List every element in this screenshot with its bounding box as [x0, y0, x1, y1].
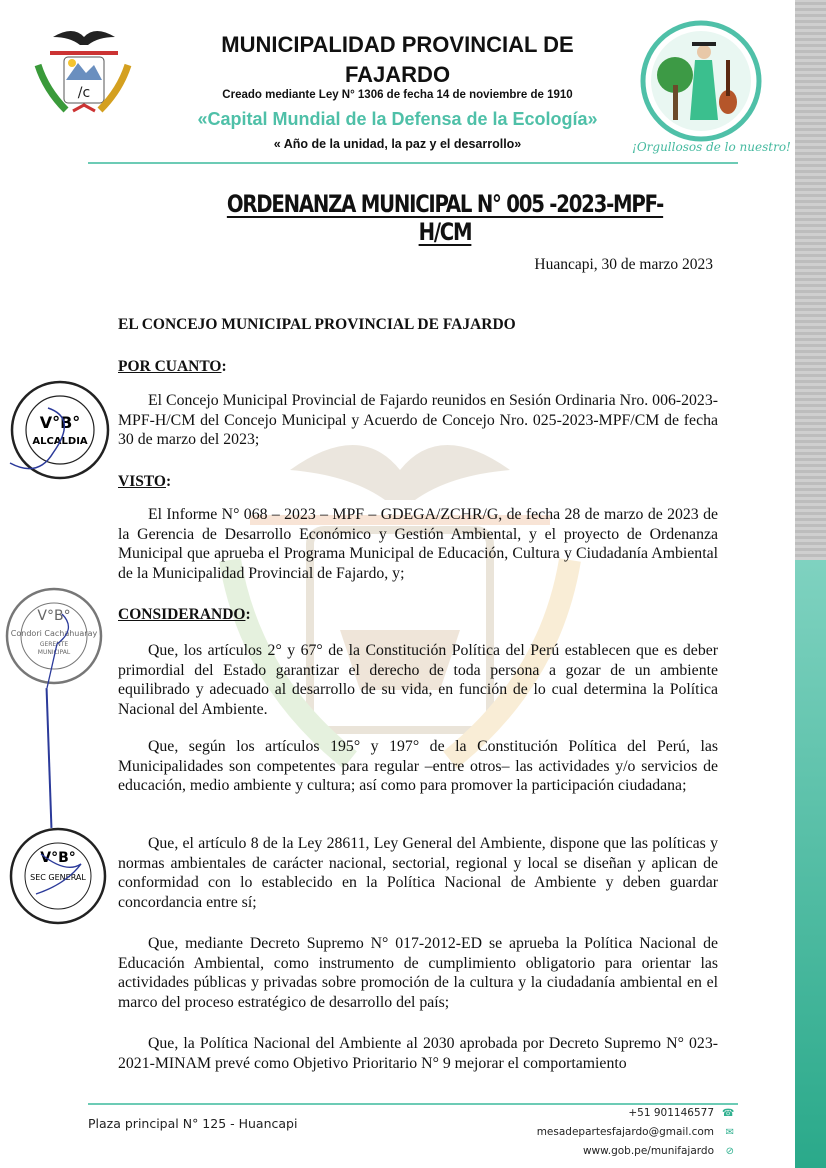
ecology-emblem-logo: [640, 20, 762, 142]
phone-icon: ☎: [722, 1108, 735, 1119]
email-text[interactable]: mesadepartesfajardo@gmail.com: [536, 1126, 714, 1138]
scan-edge-gray: [795, 0, 826, 560]
footer-email: [537, 1126, 734, 1138]
document-date: Huancapi, 30 de marzo 2023: [534, 256, 713, 273]
svg-text:V°B°: V°B°: [40, 850, 76, 866]
paragraph: El Informe N° 068 – 2023 – MPF – GDEGA/ZCHR/G, de fecha 28 de marzo de 2023 de la Gerencia de Desarrollo Económico y Gestión Ambiental, y el proyecto de Ordenanza Municipal que aprueba el Programa Municipal de Educación, Cultura y Ciudadanía Ambiental de la Municipalidad Provincial de Fajardo, y;: [118, 506, 718, 582]
footer-web: [583, 1145, 734, 1157]
secretaria-approval-stamp: [6, 824, 110, 928]
svg-text:/c: /c: [77, 85, 91, 101]
pride-slogan: ¡Orgullosos de lo nuestro!: [632, 140, 791, 154]
footer-divider: [88, 1103, 738, 1105]
svg-text:GERENTE: GERENTE: [39, 641, 69, 648]
phone-text: +51 901146577: [628, 1107, 714, 1119]
svg-text:V°B°: V°B°: [39, 413, 81, 432]
paragraph: Que, los artículos 2° y 67° de la Constitución Política del Perú establecen que es deber primordial del Estado garantizar el derecho de toda persona a gozar de un ambiente equilibrado y adecuado al desarrollo de su vida, en función de lo cual determina la Política Nacional del Ambiente.: [118, 642, 718, 718]
web-link[interactable]: www.gob.pe/munifajardo: [582, 1145, 714, 1157]
section-label: CONSIDERANDO: [118, 606, 246, 623]
section-label: VISTO: [118, 473, 166, 490]
alcaldia-approval-stamp: [8, 378, 112, 482]
paragraph: Que, el artículo 8 de la Ley 28611, Ley General del Ambiente, dispone que las políticas y normas ambientales de carácter nacional, sectorial, regional y local se diseñan y aplican de conformidad con lo establecido en la Política Nacional de Ambiente y deben guardar concordancia entre sí;: [118, 835, 718, 911]
section-visto: VISTO:: [118, 473, 172, 490]
title-line-2: FAJARDO: [344, 62, 451, 87]
footer-phone: [628, 1107, 734, 1119]
municipality-title: [180, 30, 615, 90]
ordinance-title: ORDENANZA MUNICIPAL N° 005 -2023-MPF-H/CM: [226, 190, 664, 246]
svg-text:ALCALDIA: ALCALDIA: [32, 436, 88, 447]
svg-text:V°B°: V°B°: [37, 608, 71, 624]
section-por-cuanto: POR CUANTO:: [118, 358, 227, 375]
creation-law: Creado mediante Ley N° 1306 de fecha 14 de noviembre de 1910: [222, 89, 573, 101]
svg-text:Condori Cachahuaray: Condori Cachahuaray: [10, 629, 98, 638]
signature-line: [46, 688, 52, 828]
paragraph: Que, la Política Nacional del Ambiente al 2030 aprobada por Decreto Supremo N° 023-2021-MINAM prevé como Objetivo Prioritario N° 9 mejorar el comportamiento: [118, 1035, 718, 1072]
svg-text:MUNICIPAL: MUNICIPAL: [37, 649, 71, 656]
year-motto: « Año de la unidad, la paz y el desarrollo»: [273, 137, 522, 151]
section-considerando: CONSIDERANDO:: [118, 606, 251, 623]
capital-slogan: «Capital Mundial de la Defensa de la Ecología»: [197, 109, 598, 129]
gerencia-approval-stamp: [2, 584, 106, 688]
svg-text:SEC GENERAL: SEC GENERAL: [30, 873, 86, 882]
mail-icon: ✉: [725, 1127, 734, 1138]
coat-of-arms-watermark: [210, 430, 590, 790]
footer-address: Plaza principal N° 125 - Huancapi: [88, 1116, 298, 1131]
globe-icon: ⊘: [725, 1146, 734, 1157]
paragraph: Que, según los artículos 195° y 197° de la Constitución Política del Perú, las Municipalidades son competentes para regular –entre otros– las actividades y/o servicios de educación, medio ambiente y cultura; así como para promover la participación ciudadana;: [118, 738, 718, 794]
section-label: POR CUANTO: [118, 358, 222, 375]
paragraph: El Concejo Municipal Provincial de Fajardo reunidos en Sesión Ordinaria Nro. 006-2023-MPF-H/CM del Concejo Municipal y Acuerdo de Concejo Nro. 025-2023-MPF/CM de fecha 30 de marzo del 2023;: [118, 392, 718, 448]
scan-edge-teal: [795, 560, 826, 1168]
title-line-1: MUNICIPALIDAD PROVINCIAL DE: [221, 32, 574, 57]
header-divider: [88, 162, 738, 164]
issuer-heading: EL CONCEJO MUNICIPAL PROVINCIAL DE FAJARDO: [118, 316, 516, 333]
paragraph: Que, mediante Decreto Supremo N° 017-2012-ED se aprueba la Política Nacional de Educación Ambiental, como instrumento de cumplimiento obligatorio para orientar las actividades públicas y privadas sobre promoción de la cultura y la ciudadanía ambiental en el marco del proceso estratégico de desarrollo del país;: [118, 935, 718, 1011]
coat-of-arms-logo: [28, 25, 140, 120]
